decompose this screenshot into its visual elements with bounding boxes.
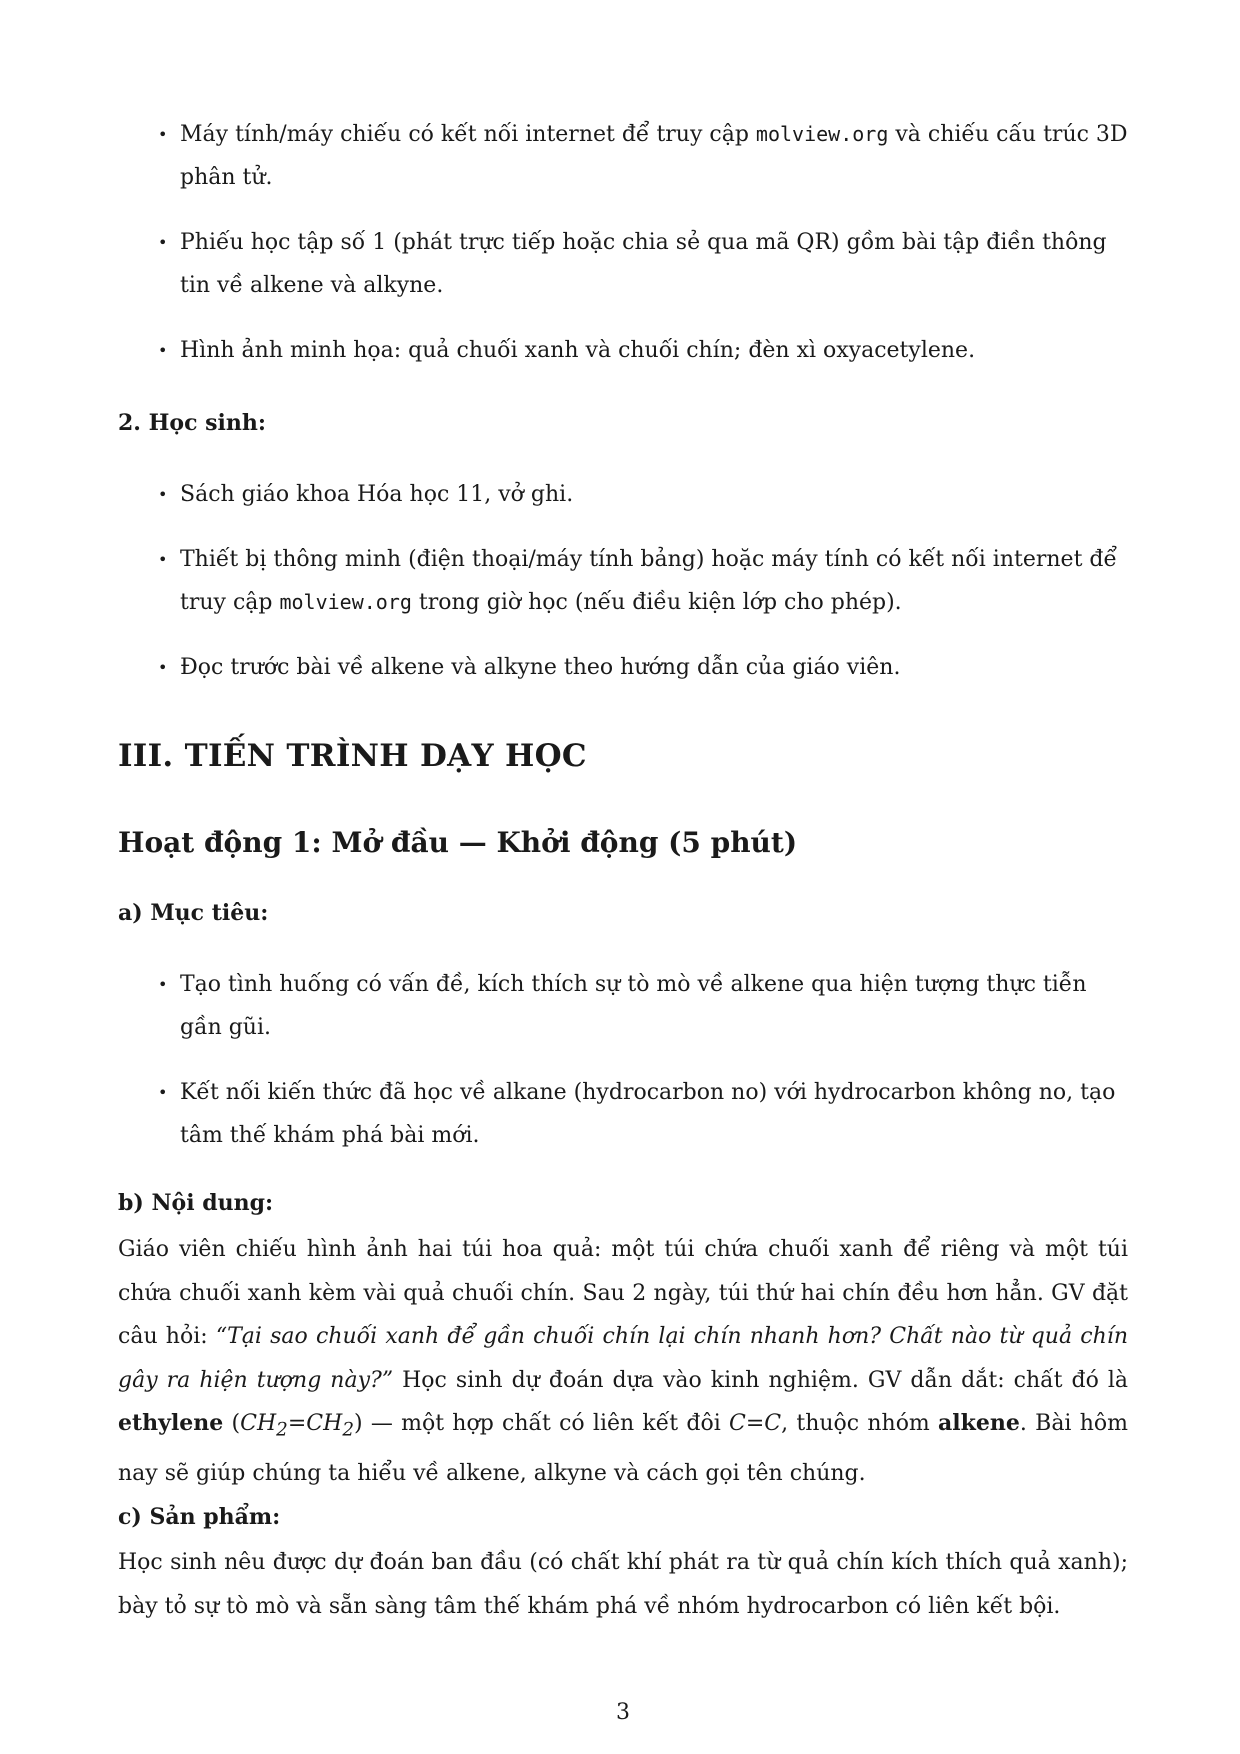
url-code: molview.org — [279, 590, 412, 614]
product-paragraph: Học sinh nêu được dự đoán ban đầu (có chất khí phát ra từ quả chín kích thích quả xanh); bày tỏ sự tò mò và sẵn sàng tâm thế khám phá về nhóm hydrocarbon có liên kết bội. — [118, 1550, 1128, 1619]
url-code: molview.org — [755, 122, 889, 146]
alkene-term: alkene — [938, 1410, 1020, 1436]
bullet: • — [158, 485, 168, 504]
students-heading: 2. Học sinh: — [118, 410, 266, 436]
student-equipment-list — [118, 473, 1128, 689]
ethylene-term: ethylene — [118, 1410, 224, 1436]
bullet: • — [158, 125, 168, 144]
bullet: • — [158, 658, 168, 677]
objectives-heading: a) Mục tiêu: — [118, 900, 269, 926]
list-item: • Tạo tình huống có vấn đề, kích thích sự tò mò về alkene qua hiện tượng thực tiễn gần gũi. — [118, 963, 1128, 1049]
objectives-list — [118, 963, 1128, 1157]
list-item: • Hình ảnh minh họa: quả chuối xanh và chuối chín; đèn xì oxyacetylene. — [118, 329, 1128, 372]
list-item: • Kết nối kiến thức đã học về alkane (hydrocarbon no) với hydrocarbon không no, tạo tâm thế khám phá bài mới. — [118, 1071, 1128, 1157]
bullet: • — [158, 341, 168, 360]
list-item: • Máy tính/máy chiếu có kết nối internet để truy cập molview.org và chiếu cấu trúc 3D phân tử. — [118, 113, 1128, 199]
content-heading: b) Nội dung: — [118, 1190, 274, 1216]
list-item: • Phiếu học tập số 1 (phát trực tiếp hoặc chia sẻ qua mã QR) gồm bài tập điền thông tin về alkene và alkyne. — [118, 221, 1128, 307]
list-item: • Thiết bị thông minh (điện thoại/máy tính bảng) hoặc máy tính có kết nối internet để truy cập molview.org trong giờ học (nếu điều kiện lớp cho phép). — [118, 538, 1128, 624]
question-quote: “Tại sao chuối xanh để gần chuối chín lại chín nhanh hơn? Chất nào từ quả chín gây ra hiện tượng này?” — [118, 1324, 1128, 1393]
document-page — [118, 0, 1128, 1754]
list-item: • Đọc trước bài về alkene và alkyne theo hướng dẫn của giáo viên. — [118, 646, 1128, 689]
bullet: • — [158, 975, 168, 994]
section-title: III. TIẾN TRÌNH DẠY HỌC — [118, 738, 587, 774]
page-number: 3 — [616, 1700, 630, 1725]
bullet: • — [158, 233, 168, 252]
activity-title: Hoạt động 1: Mở đầu — Khởi động (5 phút) — [118, 826, 798, 859]
content-paragraph: Giáo viên chiếu hình ảnh hai túi hoa quả: một túi chứa chuối xanh để riêng và một túi chứa chuối xanh kèm vài quả chuối chín. Sau 2 ngày, túi thứ hai chín đều hơn hẳn. GV đặt câu hỏi: “Tại sao chuối xanh để gần chuối chín lại chín nhanh hơn? Chất nào từ quả chín gây ra hiện tượng này?” Học sinh dự đoán dựa vào kinh nghiệm. GV dẫn dắt: chất đó là ethylene $(CH_2=CH_2)$ — một hợp chất có liên kết đôi C=C, thuộc nhóm alkene. Bài hôm nay sẽ giúp chúng ta hiểu về alkene, alkyne và cách gọi tên chúng. — [118, 1237, 1129, 1486]
list-item: • Sách giáo khoa Hóa học 11, vở ghi. — [118, 473, 1128, 516]
product-heading: c) Sản phẩm: — [118, 1504, 281, 1530]
teacher-equipment-list — [118, 113, 1128, 372]
ethylene-formula: $CH_2=CH_2$ — [240, 1411, 354, 1441]
bullet: • — [158, 1083, 168, 1102]
bullet: • — [158, 550, 168, 569]
double-bond-formula: C=C — [729, 1411, 782, 1436]
